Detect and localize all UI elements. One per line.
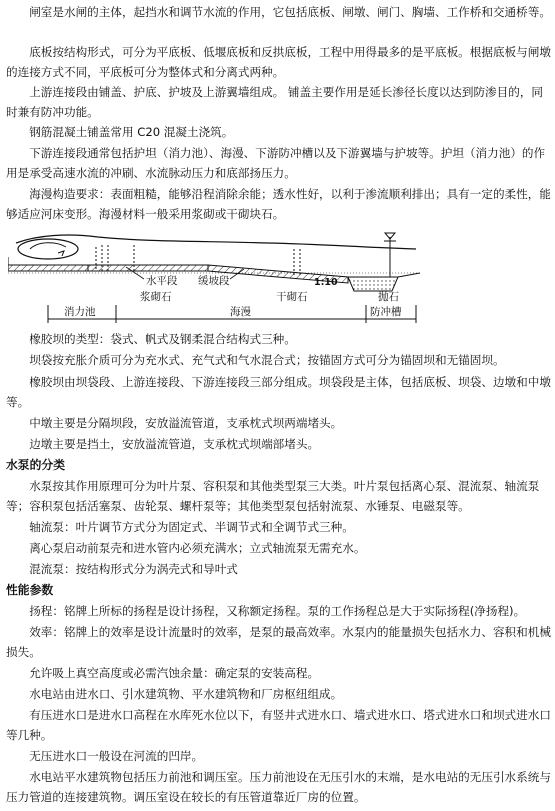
apron-level-section [88,265,208,271]
stilling-pool-floor [8,265,88,271]
paragraph-floor-slab: 底板按结构形式，可分为平底板、低堰底板和反拱底板，工程中用得最多的是平底板。根据底板与闸墩的连接方式不同，平底板可分为整体式和分离式两种。 [6,45,551,79]
paragraph-upstream-section: 上游连接段由铺盖、护底、护坡及上游翼墙组成。 铺盖主要作用是延长渗径长度以达到防渗目的，同时兼有防冲功能。 [6,85,544,119]
paragraph-pump-types: 水泵按其作用原理可分为叶片泵、容积泵和其他类型泵三大类。叶片泵包括离心泵、混流泵、轴流泵等；容积泵包括活塞泵、齿轮泵、螺杆泵等；其他类型泵包括射流泵、水锤泵、电磁泵等。 [6,479,540,513]
paragraph-mixed-flow-pump: 混流泵：按结构形式分为涡壳式和导叶式 [29,562,238,576]
paragraph-centrifugal-pump: 离心泵启动前泵壳和进水管内必须充满水；立式轴流泵无需充水。 [29,541,366,555]
paragraph-dam-bag-types: 坝袋按充胀介质可分为充水式、充气式和气水混合式；按锚固方式可分为锚固坝和无锚固坝。 [29,353,505,367]
paragraph-downstream-section: 下游连接段通常包括护坦（消力池）、海漫、下游防冲槽以及下游翼墙与护坡等。护坦（消力池）的作用是承受高速水流的冲刷、水流脉动压力和底部扬压力。 [6,146,546,180]
label-level-section: 水平段 [146,275,178,287]
water-surface-line [16,235,416,249]
heading-performance-params: 性能参数 [6,583,54,597]
label-dry-stone: 干砌石 [276,291,308,303]
paragraph-middle-pier: 中墩主要是分隔坝段，安放溢流管道，支承枕式坝两端堵头。 [29,416,343,430]
paragraph-hydropower-station: 水电站由进水口、引水建筑物、平水建筑物和厂房枢纽组成。 [29,687,343,701]
label-riprap: 抛石 [378,291,399,303]
paragraph-surge-structures: 水电站平水建筑物包括压力前池和调压室。压力前池设在无压引水的末端，是水电站的无压引水系统与压力管道的连接建筑物。调压室设在较长的有压管道靠近厂房的位置。 [6,770,551,804]
paragraph-pressure-intake: 有压进水口是进水口高程在水库死水位以下，有竖井式进水口、墙式进水口、塔式进水口和坝式进水口等几种。 [6,708,551,742]
label-slope-ratio: 1:10 [314,277,338,288]
hydraulic-jump-roller [18,239,78,259]
paragraph-suction-height: 允许吸上真空高度或必需汽蚀余量：确定泵的安装高程。 [29,666,320,680]
scour-trench [348,277,398,291]
label-mortar-stone: 浆砌石 [140,291,172,303]
paragraph-rubber-dam-types: 橡胶坝的类型：袋式、帆式及钢柔混合结构式三种。 [29,332,296,346]
paragraph-efficiency: 效率：铭牌上的效率是设计流量时的效率，是泵的最高效率。水泵内的能量损失包括水力、容积和机械损失。 [6,625,551,659]
paragraph-concrete-blanket: 钢筋混凝土铺盖常用 C20 混凝土浇筑。 [29,125,234,139]
label-apron: 海漫 [230,306,251,318]
paragraph-rubber-dam-parts: 橡胶坝由坝袋段、上游连接段、下游连接段三部分组成。坝袋段是主体，包括底板、坝袋、边墩和中墩等。 [6,375,551,409]
heading-pump-classification: 水泵的分类 [6,458,65,472]
paragraph-apron-requirements: 海漫构造要求：表面粗糙，能够沿程消除余能；透水性好，以利于渗流顺利排出；具有一定的柔性，能够适应河床变形。海漫材料一般采用浆砌或干砌块石。 [6,187,551,221]
label-slope-section: 缓坡段 [198,275,230,287]
apron-section-diagram [8,227,428,331]
label-stilling-pool: 消力池 [64,306,96,318]
paragraph-free-surface-intake: 无压进水口一般设在河流的凹岸。 [29,749,204,763]
paragraph-side-pier: 边墩主要是挡土，安放溢流管道，支承枕式坝端部堵头。 [29,437,320,451]
paragraph-head: 扬程：铭牌上所标的扬程是设计扬程，又称额定扬程。泵的工作扬程总是大于实际扬程(净扬程)。 [29,604,526,618]
paragraph-axial-pump: 轴流泵：叶片调节方式分为固定式、半调节式和全调节式三种。 [29,520,354,534]
water-level-marker [384,233,396,277]
label-scour-trench: 防冲槽 [370,306,402,318]
paragraph-sluice-chamber: 闸室是水闸的主体，起挡水和调节水流的作用，它包括底板、闸墩、闸门、胸墙、工作桥和交通桥等。 [29,5,551,19]
